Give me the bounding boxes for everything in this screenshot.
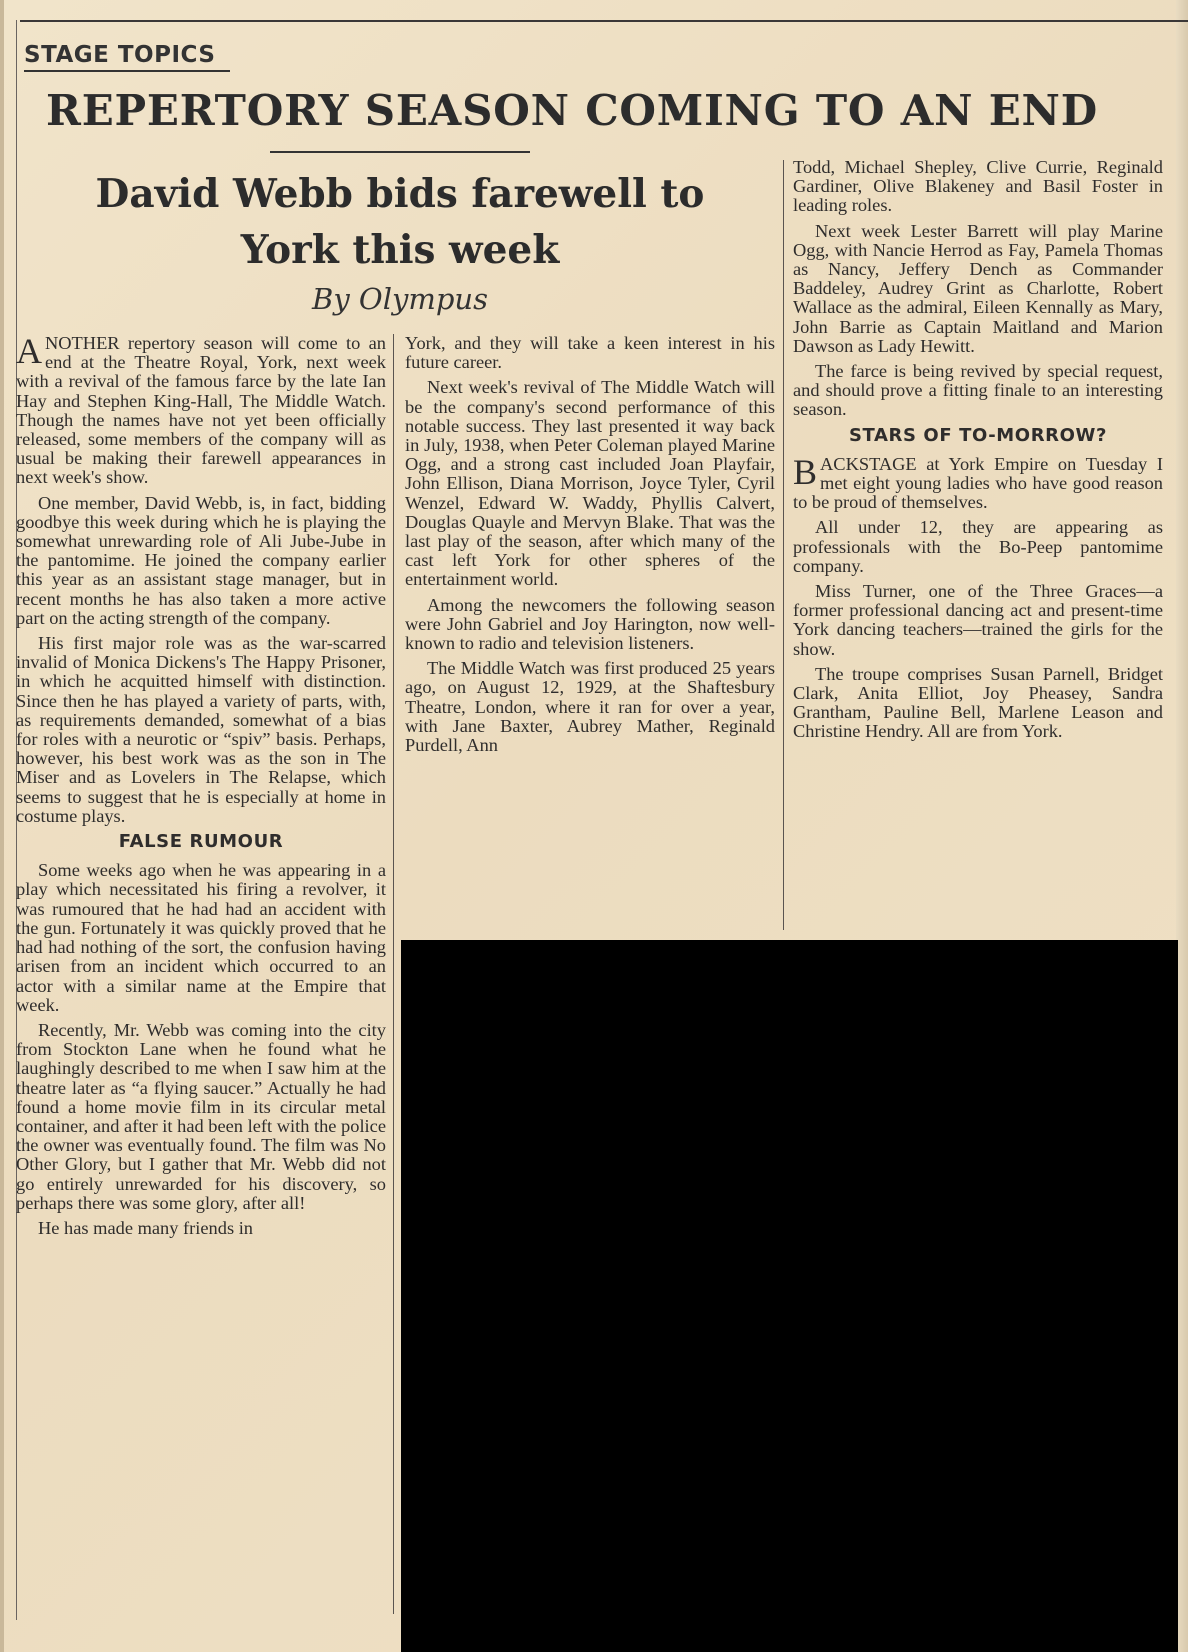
paragraph: Next week's revival of The Middle Watch will be the company's second performance of this notable success. They last presented it way back in July, 1938, when Peter Coleman played Marine Ogg, and a strong cast included Joan Playfair, John Ellison, Diana Morrison, Joyce Tyler, Cyril Wenzel, Edward W. Waddy, Phyllis Calvert, Douglas Quayle and Mervyn Blake. That was the last play of the season, after which many of the cast left York for other spheres of the entertainment world. <box>405 377 775 590</box>
section-label: STAGE TOPICS <box>24 42 230 72</box>
column-heading: FALSE RUMOUR <box>118 831 284 853</box>
headline: REPERTORY SEASON COMING TO AN END <box>46 86 1098 135</box>
paragraph: One member, David Webb, is, in fact, bidding goodbye this week during which he is playing the somewhat unrewarding role of Ali Jube-Jube in the pantomime. He joined the company earlier this year as an assistant stage manager, but in recent months he has also taken a more active part on the acting strength of the company. <box>16 492 386 628</box>
paragraph: He has made many friends in <box>38 1217 254 1238</box>
paragraph: Todd, Michael Shepley, Clive Currie, Reginald Gardiner, Olive Blakeney and Basil Foster in leading roles. <box>793 157 1163 216</box>
subhead-line-2: York this week <box>240 227 560 273</box>
paragraph: The troupe comprises Susan Parnell, Bridget Clark, Anita Elliot, Joy Pheasey, Sandra Grantham, Pauline Bell, Marlene Leason and Christine Hendry. All are from York. <box>793 663 1163 742</box>
headline-rule <box>270 151 530 153</box>
article-column-1 <box>16 331 386 1244</box>
article-column-2 <box>405 334 775 761</box>
paragraph: The Middle Watch was first produced 25 years ago, on August 12, 1929, at the Shaftesbury Theatre, London, where it ran for over a year, with Jane Baxter, Aubrey Mather, Reginald Purdell, Ann <box>405 658 775 756</box>
paragraph: ANOTHER repertory season will come to an end at the Theatre Royal, York, next week with a revival of the famous farce by the late Ian Hay and Stephen King-Hall, The Middle Watch. Though the names have not yet been officially released, some members of the company will as usual be making their farewell appearances in next week's show. <box>16 331 386 488</box>
paragraph: BACKSTAGE at York Empire on Tuesday I met eight young ladies who have good reason to be proud of themselves. <box>793 451 1163 513</box>
paragraph: The farce is being revived by special request, and should prove a fitting finale to an interesting season. <box>793 361 1163 420</box>
paragraph: Among the newcomers the following season were John Gabriel and Joy Harington, now well-known to radio and television listeners. <box>405 594 775 654</box>
paragraph: Recently, Mr. Webb was coming into the city from Stockton Lane when he found what he laughingly described to me when I saw him at the theatre later as “a flying saucer.” Actually he had found a home movie film in its circular metal container, and after it had been left with the police the owner was eventually found. The film was No Other Glory, but I gather that Mr. Webb did not go entirely unrewarded for his discovery, so perhaps there was some glory, after all! <box>16 1019 386 1213</box>
paragraph: Miss Turner, one of the Three Graces—a former professional dancing act and present-time York dancing teachers—trained the girls for the show. <box>793 581 1163 659</box>
paragraph: All under 12, they are appearing as professionals with the Bo-Peep pantomime company. <box>793 517 1163 576</box>
clipping-edge <box>0 0 4 1652</box>
column-rule <box>783 160 784 930</box>
paragraph: York, and they will take a keen interest in his future career. <box>405 333 775 373</box>
redacted-area <box>401 940 1178 1652</box>
subhead-line-1: David Webb bids farewell to <box>95 171 705 217</box>
column-heading: STARS OF TO-MORROW? <box>848 424 1108 446</box>
byline: By Olympus <box>312 282 488 316</box>
paragraph: His first major role was as the war-scarred invalid of Monica Dickens's The Happy Prisoner, in which he acquitted himself with distinction. Since then he has played a variety of parts, with, as requirements demanded, somewhat of a bias for roles with a neurotic or “spiv” basis. Perhaps, however, his best work was as the son in The Miser and as Lovelers in The Relapse, which seems to suggest that he is especially at home in costume plays. <box>16 633 386 826</box>
drop-cap: A <box>16 331 42 371</box>
paragraph: Next week Lester Barrett will play Marine Ogg, with Nancie Herrod as Fay, Pamela Thomas as Nancy, Jeffery Dench as Commander Baddeley, Audrey Grint as Charlotte, Robert Wallace as the admiral, Eileen Kennally as Mary, John Barrie as Captain Maitland and Marion Dawson as Lady Hewitt. <box>793 220 1163 356</box>
article-column-3 <box>793 158 1163 748</box>
drop-cap: B <box>793 451 818 492</box>
subheadline <box>30 166 770 278</box>
column-rule <box>393 334 394 1614</box>
paragraph: Some weeks ago when he was appearing in a play which necessitated his firing a revolver, it was rumoured that he had had an accident with the gun. Fortunately it was quickly proved that he had had nothing of the sort, the confusion having arisen from an incident which occurred to an actor with a similar name at the Empire that week. <box>16 860 386 1015</box>
top-rule <box>20 20 1188 22</box>
